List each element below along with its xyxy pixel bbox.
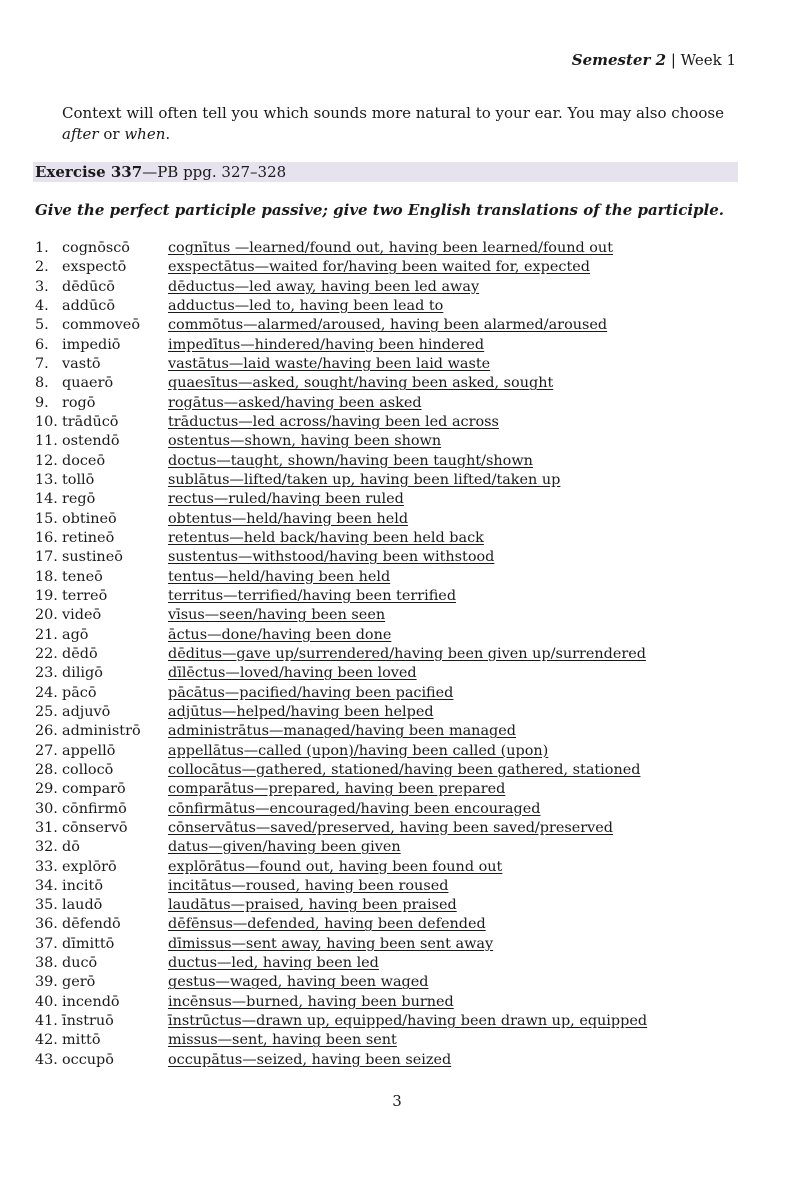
item-number: 29.	[35, 781, 58, 798]
participle-answer: rogātus—asked/having been asked	[168, 394, 422, 411]
week-label: Week 1	[680, 51, 736, 69]
list-item	[35, 413, 765, 432]
participle-answer: rectus—ruled/having been ruled	[168, 491, 404, 508]
item-number: 41.	[35, 1013, 58, 1030]
item-number: 9.	[35, 394, 49, 411]
participle-answer: occupātus—seized, having been seized	[168, 1051, 452, 1068]
item-number: 40.	[35, 993, 58, 1010]
latin-verb: incendō	[62, 993, 120, 1010]
participle-answer: missus—sent, having been sent	[168, 1032, 397, 1049]
latin-verb: doceō	[62, 452, 106, 469]
list-item	[35, 780, 765, 799]
participle-answer: quaesītus—asked, sought/having been asked, sought	[168, 375, 554, 392]
item-number: 16.	[35, 529, 58, 546]
participle-answer: territus—terrified/having been terrified	[168, 587, 457, 604]
list-item	[35, 568, 765, 587]
participle-answer: obtentus—held/having been held	[168, 510, 409, 527]
latin-verb: dēdūcō	[62, 278, 115, 295]
list-item	[35, 761, 765, 780]
item-number: 11.	[35, 433, 58, 450]
item-number: 27.	[35, 742, 58, 759]
participle-answer: gestus—waged, having been waged	[168, 974, 429, 991]
participle-answer: adjūtus—helped/having been helped	[168, 703, 434, 720]
latin-verb: ostendō	[62, 433, 120, 450]
latin-verb: mittō	[62, 1032, 101, 1049]
participle-answer: dēfēnsus—defended, having been defended	[168, 916, 486, 933]
page-number: 3	[392, 1092, 402, 1110]
list-item	[35, 684, 765, 703]
page-header	[572, 50, 736, 70]
latin-verb: cōnfirmō	[62, 800, 127, 817]
latin-verb: incitō	[62, 877, 103, 894]
exercise-instruction: Give the perfect participle passive; give two English translations of the participle.	[35, 201, 724, 219]
latin-verb: vastō	[62, 355, 101, 372]
participle-answer: exspectātus—waited for/having been waited for, expected	[168, 259, 590, 276]
item-number: 15.	[35, 510, 58, 527]
item-number: 14.	[35, 491, 58, 508]
intro-or: or	[98, 125, 125, 143]
list-item	[35, 336, 765, 355]
item-number: 8.	[35, 375, 49, 392]
list-item	[35, 374, 765, 393]
participle-answer: appellātus—called (upon)/having been called (upon)	[168, 742, 549, 759]
latin-verb: gerō	[62, 974, 96, 991]
list-item	[35, 606, 765, 625]
list-item	[35, 587, 765, 606]
participle-answer: īnstrūctus—drawn up, equipped/having been drawn up, equipped	[168, 1013, 648, 1030]
item-number: 7.	[35, 355, 49, 372]
item-number: 12.	[35, 452, 58, 469]
latin-verb: dō	[62, 839, 80, 856]
latin-verb: pācō	[62, 684, 97, 701]
list-item	[35, 858, 765, 877]
participle-answer: doctus—taught, shown/having been taught/shown	[168, 452, 533, 469]
item-number: 4.	[35, 297, 49, 314]
participle-answer: vastātus—laid waste/having been laid waste	[168, 355, 491, 372]
latin-verb: īnstruō	[62, 1013, 114, 1030]
list-item	[35, 626, 765, 645]
item-number: 25.	[35, 703, 58, 720]
latin-verb: dēfendō	[62, 916, 121, 933]
list-item	[35, 471, 765, 490]
latin-verb: teneō	[62, 568, 103, 585]
item-number: 23.	[35, 665, 58, 682]
list-item	[35, 278, 765, 297]
item-number: 39.	[35, 974, 58, 991]
latin-verb: occupō	[62, 1051, 114, 1068]
participle-answer: laudātus—praised, having been praised	[168, 897, 457, 914]
latin-verb: terreō	[62, 587, 108, 604]
participle-answer: explōrātus—found out, having been found out	[168, 858, 503, 875]
list-item	[35, 1031, 765, 1050]
list-item	[35, 316, 765, 335]
list-item	[35, 548, 765, 567]
item-number: 3.	[35, 278, 49, 295]
participle-answer: vīsus—seen/having been seen	[168, 607, 386, 624]
list-item	[35, 1051, 765, 1070]
list-item	[35, 529, 765, 548]
list-item	[35, 1012, 765, 1031]
latin-verb: explōrō	[62, 858, 117, 875]
item-number: 34.	[35, 877, 58, 894]
participle-answer: sustentus—withstood/having been withstood	[168, 549, 495, 566]
item-number: 17.	[35, 549, 58, 566]
item-number: 28.	[35, 761, 58, 778]
item-number: 13.	[35, 471, 58, 488]
item-number: 24.	[35, 684, 58, 701]
participle-answer: commōtus—alarmed/aroused, having been alarmed/aroused	[168, 317, 608, 334]
participle-answer: dīmissus—sent away, having been sent away	[168, 935, 494, 952]
list-item	[35, 490, 765, 509]
participle-answer: retentus—held back/having been held back	[168, 529, 484, 546]
participle-answer: adductus—led to, having been lead to	[168, 297, 444, 314]
latin-verb: rogō	[62, 394, 96, 411]
latin-verb: quaerō	[62, 375, 114, 392]
latin-verb: videō	[62, 607, 102, 624]
item-number: 38.	[35, 955, 58, 972]
list-item	[35, 432, 765, 451]
latin-verb: ducō	[62, 955, 98, 972]
item-number: 22.	[35, 645, 58, 662]
participle-answer: cōnservātus—saved/preserved, having been saved/preserved	[168, 819, 614, 836]
latin-verb: cōnservō	[62, 819, 128, 836]
intro-when: when	[124, 125, 166, 143]
intro-period: .	[165, 125, 171, 143]
list-item	[35, 973, 765, 992]
participle-answer: sublātus—lifted/taken up, having been lifted/taken up	[168, 471, 561, 488]
intro-text: Context will often tell you which sounds more natural to your ear. You may also choose	[62, 104, 724, 122]
item-number: 33.	[35, 858, 58, 875]
list-item	[35, 877, 765, 896]
item-number: 5.	[35, 317, 49, 334]
latin-verb: trādūcō	[62, 413, 119, 430]
participle-answer: impedītus—hindered/having been hindered	[168, 336, 485, 353]
item-number: 26.	[35, 723, 58, 740]
item-number: 6.	[35, 336, 49, 353]
exercise-heading	[33, 162, 738, 182]
participle-answer: ductus—led, having been led	[168, 955, 379, 972]
latin-verb: tollō	[62, 471, 95, 488]
item-number: 21.	[35, 626, 58, 643]
latin-verb: collocō	[62, 761, 114, 778]
latin-verb: obtineō	[62, 510, 117, 527]
latin-verb: impediō	[62, 336, 121, 353]
list-item	[35, 819, 765, 838]
list-item	[35, 838, 765, 857]
participle-answer: cognītus —learned/found out, having been learned/found out	[168, 240, 613, 256]
item-number: 36.	[35, 916, 58, 933]
latin-verb: exspectō	[62, 259, 127, 276]
participle-answer: dīlēctus—loved/having been loved	[168, 665, 417, 682]
semester-label: Semester 2	[571, 51, 667, 69]
list-item	[35, 664, 765, 683]
participle-answer: trāductus—led across/having been led across	[168, 413, 499, 430]
participle-answer: āctus—done/having been done	[168, 626, 392, 643]
item-number: 30.	[35, 800, 58, 817]
latin-verb: sustineō	[62, 549, 123, 566]
intro-paragraph	[62, 103, 742, 145]
participle-answer: dēditus—gave up/surrendered/having been given up/surrendered	[168, 645, 646, 662]
item-number: 43.	[35, 1051, 58, 1068]
list-item	[35, 935, 765, 954]
latin-verb: appellō	[62, 742, 116, 759]
latin-verb: administrō	[62, 723, 141, 740]
header-separator: |	[666, 51, 681, 69]
item-number: 2.	[35, 259, 49, 276]
item-number: 32.	[35, 839, 58, 856]
participle-answer: comparātus—prepared, having been prepared	[168, 781, 506, 798]
latin-verb: commoveō	[62, 317, 140, 334]
participle-answer: tentus—held/having been held	[168, 568, 391, 585]
latin-verb: dīmittō	[62, 935, 115, 952]
list-item	[35, 896, 765, 915]
list-item	[35, 742, 765, 761]
latin-verb: adjuvō	[62, 703, 111, 720]
list-item	[35, 355, 765, 374]
participle-answer: datus—given/having been given	[168, 839, 401, 856]
list-item	[35, 722, 765, 741]
item-number: 1.	[35, 240, 49, 256]
latin-verb: comparō	[62, 781, 126, 798]
latin-verb: laudō	[62, 897, 103, 914]
participle-answer: cōnfirmātus—encouraged/having been encouraged	[168, 800, 541, 817]
latin-verb: retineō	[62, 529, 115, 546]
list-item	[35, 954, 765, 973]
latin-verb: addūcō	[62, 297, 115, 314]
item-number: 37.	[35, 935, 58, 952]
participle-answer: pācātus—pacified/having been pacified	[168, 684, 454, 701]
latin-verb: cognōscō	[62, 240, 130, 256]
item-number: 35.	[35, 897, 58, 914]
item-number: 31.	[35, 819, 58, 836]
answer-list	[35, 239, 765, 1070]
participle-answer: dēductus—led away, having been led away	[168, 278, 480, 295]
participle-answer: incēnsus—burned, having been burned	[168, 993, 454, 1010]
list-item	[35, 297, 765, 316]
exercise-title: Exercise 337	[35, 163, 143, 181]
participle-answer: incitātus—roused, having been roused	[168, 877, 449, 894]
participle-answer: collocātus—gathered, stationed/having been gathered, stationed	[168, 761, 641, 778]
list-item	[35, 993, 765, 1012]
item-number: 18.	[35, 568, 58, 585]
item-number: 42.	[35, 1032, 58, 1049]
latin-verb: diligō	[62, 665, 103, 682]
exercise-reference: —PB ppg. 327–328	[142, 163, 287, 181]
list-item	[35, 239, 765, 258]
participle-answer: administrātus—managed/having been managed	[168, 723, 516, 740]
item-number: 20.	[35, 607, 58, 624]
list-item	[35, 510, 765, 529]
list-item	[35, 394, 765, 413]
list-item	[35, 452, 765, 471]
list-item	[35, 645, 765, 664]
latin-verb: regō	[62, 491, 96, 508]
participle-answer: ostentus—shown, having been shown	[168, 433, 442, 450]
list-item	[35, 915, 765, 934]
list-item	[35, 800, 765, 819]
item-number: 19.	[35, 587, 58, 604]
intro-after: after	[62, 125, 99, 143]
latin-verb: dēdō	[62, 645, 98, 662]
list-item	[35, 703, 765, 722]
latin-verb: agō	[62, 626, 89, 643]
list-item	[35, 258, 765, 277]
item-number: 10.	[35, 413, 58, 430]
